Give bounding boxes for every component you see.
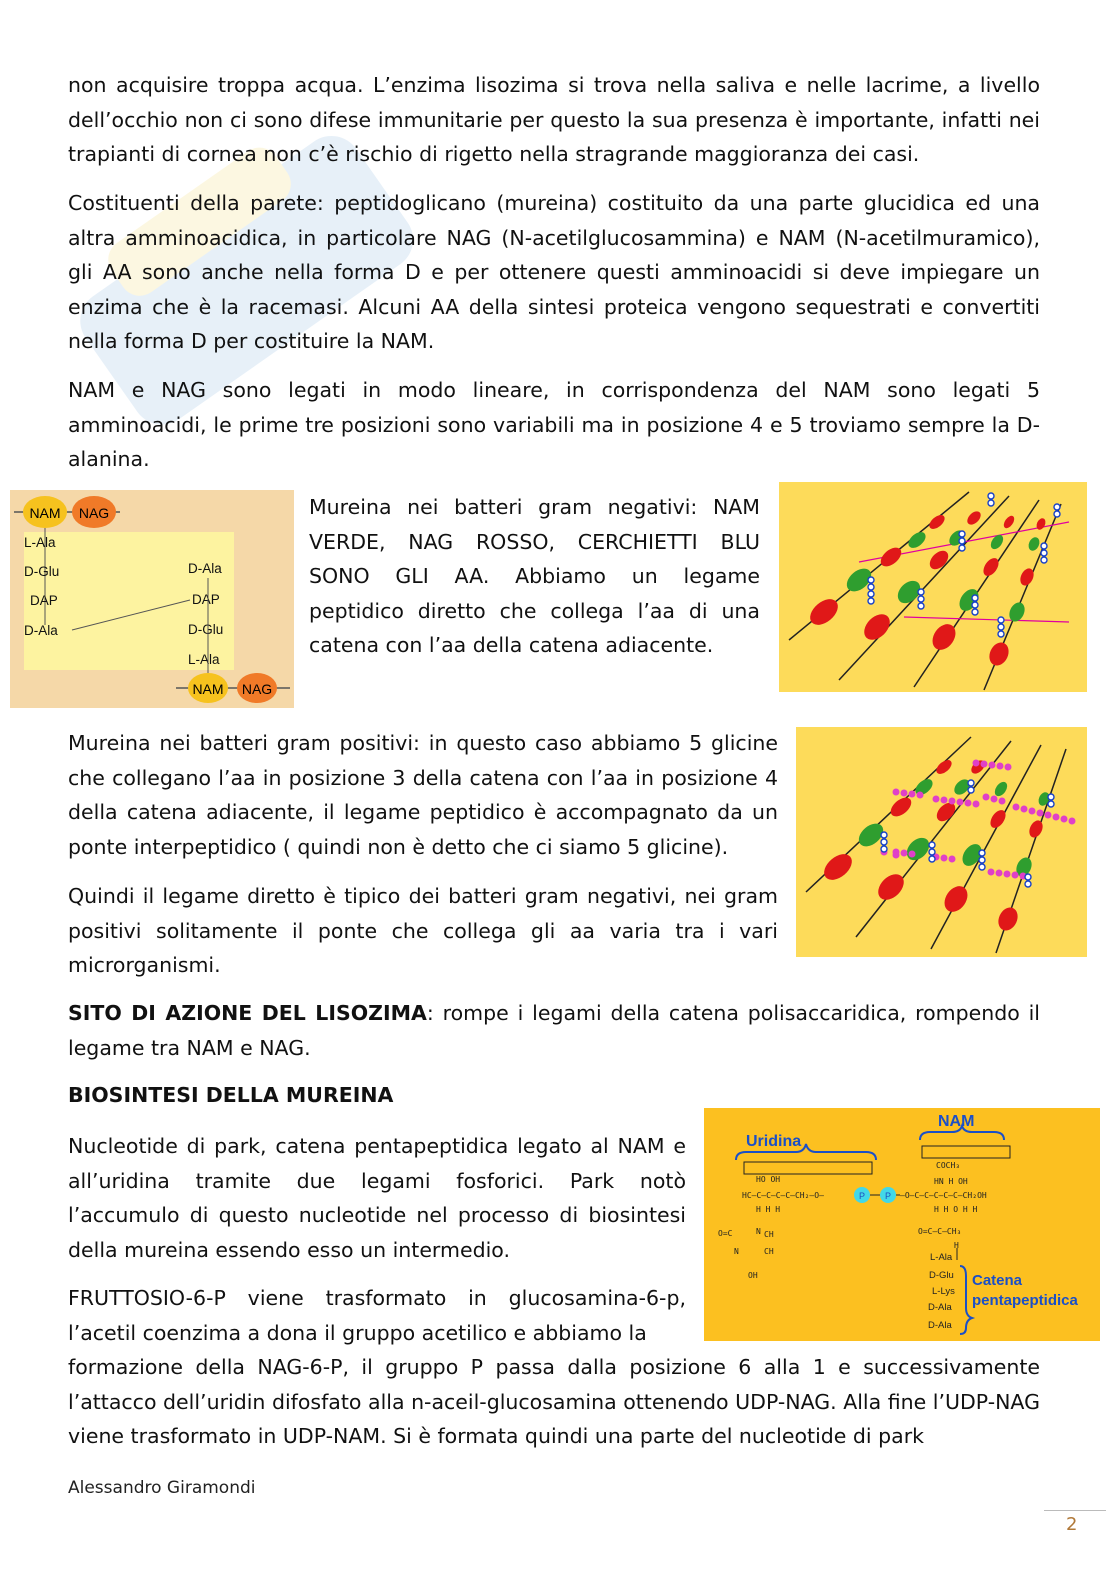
nam-structure-label: NAM — [938, 1113, 975, 1130]
nam-nag-peptide-diagram — [10, 490, 294, 708]
nag-label-bottom: NAG — [241, 681, 273, 697]
svg-text:CH: CH — [764, 1247, 774, 1256]
paragraph-costituenti: Costituenti della parete: peptidoglicano (mureina) costituito da una parte glucidica ed una altra amminoacidica, in particolare NAG (N-acetilglucosammina) e NAM (N-acetilmuramico), gli AA sono anche nella forma D e per ottenere questi amminoacidi si deve impiegare un enzima che è la racemasi. Alcuni AA della sintesi proteica vengono sequestrati e convertiti nella forma D per costituire la NAM. — [68, 191, 1040, 353]
svg-text:HC—C—C—C—C—CH₂—O—: HC—C—C—C—C—CH₂—O— — [742, 1191, 824, 1200]
peptide-1: L-Ala — [930, 1252, 953, 1263]
gram-negative-mureina-figure — [779, 482, 1087, 692]
paragraph-nam-nag: NAM e NAG sono legati in modo lineare, in corrispondenza del NAM sono legati 5 amminoacidi, le prime tre posizioni sono variabili ma in posizione 4 e 5 troviamo sempre la D-alanina. — [68, 378, 1040, 471]
svg-text:HN H OH: HN H OH — [934, 1177, 968, 1186]
left-chain-3: DAP — [30, 593, 58, 608]
svg-text:HO OH: HO OH — [756, 1175, 781, 1184]
paragraph-sito-azione — [68, 996, 1040, 1065]
left-chain-1: L-Ala — [24, 535, 56, 550]
right-chain-3: D-Glu — [188, 622, 224, 637]
catena-label-1: Catena — [972, 1272, 1023, 1289]
svg-text:O=C—C—CH₃: O=C—C—CH₃ — [918, 1227, 962, 1236]
paragraph-fruttosio-b: formazione della NAG-6-P, il gruppo P passa dalla posizione 6 alla 1 e successivamente l’attacco dell’uridin difosfato alla n-aceil-glucosamina ottenendo UDP-NAG. Alla fine l’UDP-NAG viene trasformato in UDP-NAM. Si è formata quindi una parte del nucleotide di park — [68, 1355, 1040, 1448]
peptide-4: D-Ala — [928, 1302, 952, 1313]
svg-text:N: N — [734, 1247, 739, 1256]
phosphate-label-2: P — [884, 1191, 892, 1201]
peptide-3: L-Lys — [932, 1286, 955, 1297]
paragraph-legame-diretto: Quindi il legame diretto è tipico dei batteri gram negativi, nei gram positivi solitamente il ponte che collega gli aa varia tra i vari microrganismi. — [68, 884, 778, 977]
paragraph-gram-positivi: Mureina nei batteri gram positivi: in questo caso abbiamo 5 glicine che collegano l’aa in posizione 3 della catena con l’aa in posizione 4 della catena adiacente, il legame peptidico è accompagnato da un ponte interpeptidico ( quindi non è detto che ci siamo 5 glicine). — [68, 731, 778, 859]
sito-azione-title: SITO DI AZIONE DEL LISOZIMA — [68, 1001, 427, 1025]
svg-text:OH: OH — [748, 1271, 758, 1280]
svg-text:—O—C—C—C—C—C—CH₂OH: —O—C—C—C—C—C—CH₂OH — [900, 1191, 987, 1200]
left-chain-2: D-Glu — [24, 564, 60, 579]
page-number: 2 — [1066, 1514, 1078, 1535]
footer-author: Alessandro Giramondi — [68, 1478, 256, 1498]
paragraph-lisozima: non acquisire troppa acqua. L’enzima lisozima si trova nella saliva e nelle lacrime, a livello dell’occhio non ci sono difese immunitarie per questo la sua presenza è importante, infatti nei trapianti di cornea non c’è rischio di rigetto nella stragrande maggioranza dei casi. — [68, 73, 1040, 166]
nam-label-bottom: NAM — [192, 681, 224, 697]
phosphate-label-1: P — [858, 1191, 866, 1201]
paragraph-fruttosio-a: FRUTTOSIO-6-P viene trasformato in glucosamina-6-p, l’acetil coenzima a dona il gruppo acetilico e abbiamo la — [68, 1286, 686, 1345]
svg-text:H: H — [954, 1241, 959, 1250]
peptide-2: D-Glu — [929, 1270, 954, 1281]
right-chain-2: DAP — [192, 592, 220, 607]
nag-label-top: NAG — [78, 505, 110, 521]
peptide-5: D-Ala — [928, 1320, 952, 1331]
gram-positive-mureina-figure — [796, 727, 1087, 957]
paragraph-nucleotide-park: Nucleotide di park, catena pentapeptidica legato al NAM e all’uridina tramite due legami fosforici. Park notò l’accumulo di questo nucleotide nel processo di biosintesi della mureina essendo esso un intermedio. — [68, 1134, 686, 1262]
catena-label-2: pentapeptidica — [972, 1292, 1078, 1309]
right-chain-1: D-Ala — [188, 561, 222, 576]
svg-text:CH: CH — [764, 1230, 774, 1239]
sito-azione-text: : rompe i legami della catena polisaccaridica, rompendo il legame tra NAM e NAG. — [68, 1001, 1040, 1060]
right-chain-4: L-Ala — [188, 652, 220, 667]
left-chain-4: D-Ala — [24, 623, 58, 638]
page-number-rule — [1044, 1510, 1106, 1511]
park-nucleotide-structure — [704, 1108, 1100, 1341]
heading-biosintesi: BIOSINTESI DELLA MUREINA — [68, 1083, 394, 1107]
svg-text:O=C: O=C — [718, 1229, 733, 1238]
svg-text:COCH₃: COCH₃ — [936, 1161, 961, 1170]
svg-text:H H O H H: H H O H H — [934, 1205, 978, 1214]
svg-text:H H H: H H H — [756, 1205, 781, 1214]
paragraph-gram-negativi: Mureina nei batteri gram negativi: NAM VERDE, NAG ROSSO, CERCHIETTI BLU SONO GLI AA. Abbiamo un legame peptidico diretto che collega l’aa di una catena con l’aa della catena adiacente. — [309, 495, 760, 657]
svg-text:N: N — [756, 1227, 761, 1236]
nam-label-top: NAM — [29, 505, 61, 521]
uridina-label: Uridina — [746, 1133, 802, 1150]
